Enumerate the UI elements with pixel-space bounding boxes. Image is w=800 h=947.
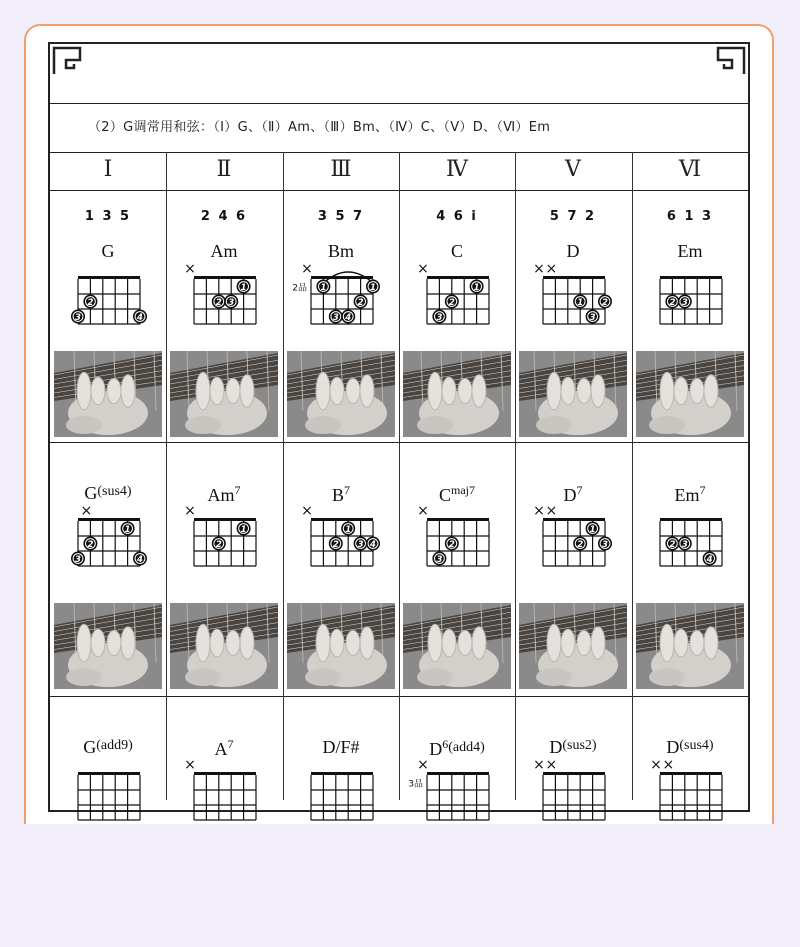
thumb <box>66 416 102 434</box>
finger <box>561 377 575 405</box>
nut <box>194 518 256 521</box>
finger <box>77 624 91 662</box>
finger-number: 3 <box>75 554 81 565</box>
finger <box>316 624 330 662</box>
chord-root: Am <box>207 485 235 505</box>
muted-string-mark: × <box>184 757 196 773</box>
fret-position-label: 2品 <box>292 283 307 294</box>
chord-quality: 6 <box>442 737 449 751</box>
hand-photo <box>403 351 511 437</box>
finger <box>547 624 561 662</box>
thumb <box>417 416 453 434</box>
solfa-notation: 2 4 6 <box>200 209 248 224</box>
finger-number: 2 <box>669 297 676 308</box>
chord-cell <box>166 697 282 947</box>
chord-cell <box>632 697 748 947</box>
finger-number: 3 <box>602 539 608 550</box>
muted-string-mark: × <box>417 261 429 277</box>
thumb <box>66 668 102 686</box>
finger <box>458 379 472 404</box>
finger <box>77 372 91 410</box>
chord-root: Em <box>677 241 703 261</box>
finger <box>704 627 718 660</box>
solfa-notation: 3 5 7 <box>317 209 365 224</box>
nut <box>660 276 722 279</box>
thumb <box>185 416 221 434</box>
finger-number: 4 <box>345 312 352 323</box>
corner-ornament-left <box>52 46 82 76</box>
finger <box>346 631 360 656</box>
chart-title: （2）G调常用和弦：（Ⅰ）G、（Ⅱ）Am、（Ⅲ）Bm、（Ⅳ）C、（Ⅴ）D、（Ⅵ）Em <box>88 120 551 135</box>
finger <box>577 379 591 404</box>
chord-cell <box>166 443 282 693</box>
finger-number: 2 <box>669 539 676 550</box>
muted-string-mark: × <box>184 503 196 519</box>
chord-quality: 7 <box>699 483 706 497</box>
muted-string-mark: × <box>650 757 662 773</box>
column-numeral: Ⅰ <box>103 156 113 181</box>
finger-number: 2 <box>448 297 455 308</box>
nut <box>311 518 373 521</box>
chord-diagram <box>283 257 399 329</box>
hand-photo <box>519 351 627 437</box>
hand-photo <box>287 603 395 689</box>
finger-number: 1 <box>320 282 327 293</box>
finger <box>240 627 254 660</box>
nut <box>311 772 373 775</box>
solfa-notation: 1 3 5 <box>84 209 132 224</box>
chord-extension: (sus4) <box>97 484 132 499</box>
finger-number: 3 <box>681 539 688 550</box>
chord-cell <box>515 697 631 947</box>
hand-photo <box>170 603 278 689</box>
chord-cell <box>515 443 631 693</box>
chord-root: D <box>566 241 580 261</box>
chord-root: D <box>563 485 577 505</box>
chord-diagram <box>283 499 399 571</box>
chord-root: D/F# <box>322 737 360 757</box>
column-numeral: Ⅱ <box>216 156 232 181</box>
finger <box>472 375 486 408</box>
chord-root: C <box>438 485 451 505</box>
thumb <box>417 668 453 686</box>
chord-root: A <box>214 739 228 759</box>
finger <box>226 631 240 656</box>
chord-root: Am <box>210 241 238 261</box>
finger <box>196 624 210 662</box>
finger-number: 3 <box>681 297 688 308</box>
muted-string-mark: × <box>301 261 313 277</box>
finger <box>690 631 704 656</box>
nut <box>427 276 489 279</box>
chord-diagram <box>515 499 631 571</box>
finger-number: 2 <box>215 539 222 550</box>
finger-number: 1 <box>589 524 596 535</box>
finger-number: 3 <box>357 539 364 550</box>
chord-diagram <box>399 753 515 825</box>
chord-grid <box>50 152 748 802</box>
finger <box>121 627 135 660</box>
chord-diagram <box>399 499 515 571</box>
chord-diagram <box>50 753 166 825</box>
hand-photo <box>636 603 744 689</box>
finger <box>360 627 374 660</box>
muted-string-mark: × <box>417 757 429 773</box>
muted-string-mark: × <box>80 503 93 519</box>
chord-diagram <box>632 257 748 329</box>
nut <box>194 772 256 775</box>
chord-cell <box>50 697 166 947</box>
finger <box>674 629 688 657</box>
chord-quality: 7 <box>576 483 583 497</box>
chord-quality: 7 <box>234 483 241 497</box>
finger-number: 1 <box>473 282 480 293</box>
solfa-notation: 4 6 i <box>436 209 478 224</box>
finger <box>330 377 344 405</box>
nut <box>78 772 140 775</box>
finger <box>428 624 442 662</box>
chord-extension: (sus4) <box>679 738 714 753</box>
muted-string-mark: × <box>417 503 429 519</box>
muted-string-mark: × <box>533 503 545 519</box>
finger-number: 2 <box>448 539 455 550</box>
finger <box>210 377 224 405</box>
finger-number: 3 <box>332 312 339 323</box>
column-numeral: Ⅴ <box>565 156 581 181</box>
finger-number: 1 <box>240 524 247 535</box>
chord-diagram <box>283 753 399 825</box>
finger-number: 2 <box>332 539 339 550</box>
chord-root: D <box>666 737 680 757</box>
corner-ornament-right <box>716 46 746 76</box>
finger-number: 4 <box>137 554 143 565</box>
thumb <box>305 668 341 686</box>
nut <box>660 518 722 521</box>
chord-diagram <box>50 257 166 329</box>
finger-number: 1 <box>124 524 131 535</box>
thumb <box>649 416 685 434</box>
muted-string-mark: × <box>662 757 675 773</box>
thumb <box>536 416 572 434</box>
chord-cell <box>632 443 748 693</box>
chord-diagram <box>515 257 631 329</box>
finger-number: 2 <box>602 297 608 308</box>
thumb <box>536 668 572 686</box>
finger-number: 4 <box>370 539 376 550</box>
finger-number: 3 <box>436 554 443 565</box>
chord-cell <box>166 191 282 441</box>
chord-cell <box>399 697 515 947</box>
chord-root: D <box>549 737 563 757</box>
finger-number: 4 <box>137 312 143 323</box>
finger-number: 2 <box>357 297 364 308</box>
solfa-notation: 5 7 2 <box>549 209 597 224</box>
finger <box>107 631 121 656</box>
header-divider <box>50 103 748 104</box>
muted-string-mark: × <box>301 503 313 519</box>
thumb <box>185 668 221 686</box>
chord-cell <box>399 191 515 441</box>
finger-number: 2 <box>215 297 222 308</box>
finger <box>577 631 591 656</box>
muted-string-mark: × <box>533 757 545 773</box>
chord-diagram <box>399 257 515 329</box>
hand-photo <box>287 351 395 437</box>
chord-extension: (add9) <box>96 738 133 753</box>
finger <box>107 379 121 404</box>
chord-root: G <box>101 241 115 261</box>
chord-root: Em <box>674 485 700 505</box>
finger <box>121 375 135 408</box>
nut <box>194 276 256 279</box>
chord-diagram <box>632 753 748 825</box>
finger-number: 2 <box>577 539 584 550</box>
finger-number: 4 <box>706 554 713 565</box>
finger-number: 1 <box>370 282 376 293</box>
chord-cell <box>283 443 399 693</box>
chord-cell <box>283 697 399 947</box>
finger <box>360 375 374 408</box>
finger <box>704 375 718 408</box>
hand-photo <box>170 351 278 437</box>
finger <box>196 372 210 410</box>
nut <box>427 772 489 775</box>
finger <box>428 372 442 410</box>
finger <box>674 377 688 405</box>
finger-number: 2 <box>87 539 94 550</box>
chord-cell <box>283 191 399 441</box>
nut <box>427 518 489 521</box>
chord-root: G <box>84 483 98 503</box>
chord-diagram <box>166 499 282 571</box>
finger-number: 3 <box>75 312 81 323</box>
chord-cell <box>50 191 166 441</box>
finger <box>346 379 360 404</box>
chord-root: G <box>83 737 97 757</box>
finger <box>91 377 105 405</box>
finger-number: 3 <box>436 312 443 323</box>
finger <box>240 375 254 408</box>
finger <box>591 375 605 408</box>
muted-string-mark: × <box>533 261 545 277</box>
finger <box>316 372 330 410</box>
finger <box>210 629 224 657</box>
chord-root: Bm <box>327 241 354 261</box>
nut <box>78 276 140 279</box>
chord-diagram <box>166 753 282 825</box>
thumb <box>305 416 341 434</box>
finger <box>547 372 561 410</box>
finger <box>660 624 674 662</box>
chord-extension: (sus2) <box>562 738 597 753</box>
finger <box>330 629 344 657</box>
chord-root: D <box>429 739 443 759</box>
finger-number: 1 <box>577 297 584 308</box>
chord-diagram <box>515 753 631 825</box>
finger <box>591 627 605 660</box>
chord-diagram <box>166 257 282 329</box>
chord-root: C <box>450 241 463 261</box>
muted-string-mark: × <box>545 261 558 277</box>
hand-photo <box>636 351 744 437</box>
chord-cell <box>399 443 515 693</box>
finger <box>226 379 240 404</box>
chord-cell <box>515 191 631 441</box>
hand-photo <box>519 603 627 689</box>
finger <box>442 629 456 657</box>
chord-quality: 7 <box>227 737 234 751</box>
chord-cell <box>632 191 748 441</box>
finger-number: 2 <box>87 297 94 308</box>
finger <box>458 631 472 656</box>
column-numeral: Ⅲ <box>330 156 352 181</box>
finger <box>561 629 575 657</box>
chord-root: B <box>331 485 344 505</box>
finger <box>660 372 674 410</box>
finger-number: 1 <box>240 282 247 293</box>
chord-quality: 7 <box>344 483 350 497</box>
finger <box>91 629 105 657</box>
finger-number: 1 <box>345 524 352 535</box>
chord-diagram <box>50 499 166 571</box>
thumb <box>649 668 685 686</box>
finger-number: 3 <box>589 312 596 323</box>
column-numeral: Ⅳ <box>446 156 468 181</box>
muted-string-mark: × <box>184 261 196 277</box>
hand-photo <box>54 351 162 437</box>
fret-position-label: 3品 <box>408 779 423 790</box>
finger-number: 3 <box>228 297 235 308</box>
finger <box>442 377 456 405</box>
finger <box>690 379 704 404</box>
chord-quality: maj7 <box>451 483 475 497</box>
chord-diagram <box>632 499 748 571</box>
chord-extension: (add4) <box>448 740 485 755</box>
finger <box>472 627 486 660</box>
column-numeral: Ⅵ <box>678 156 702 181</box>
hand-photo <box>54 603 162 689</box>
chord-cell <box>50 443 166 693</box>
solfa-notation: 6 1 3 <box>666 209 714 224</box>
hand-photo <box>403 603 511 689</box>
muted-string-mark: × <box>545 503 558 519</box>
muted-string-mark: × <box>545 757 558 773</box>
